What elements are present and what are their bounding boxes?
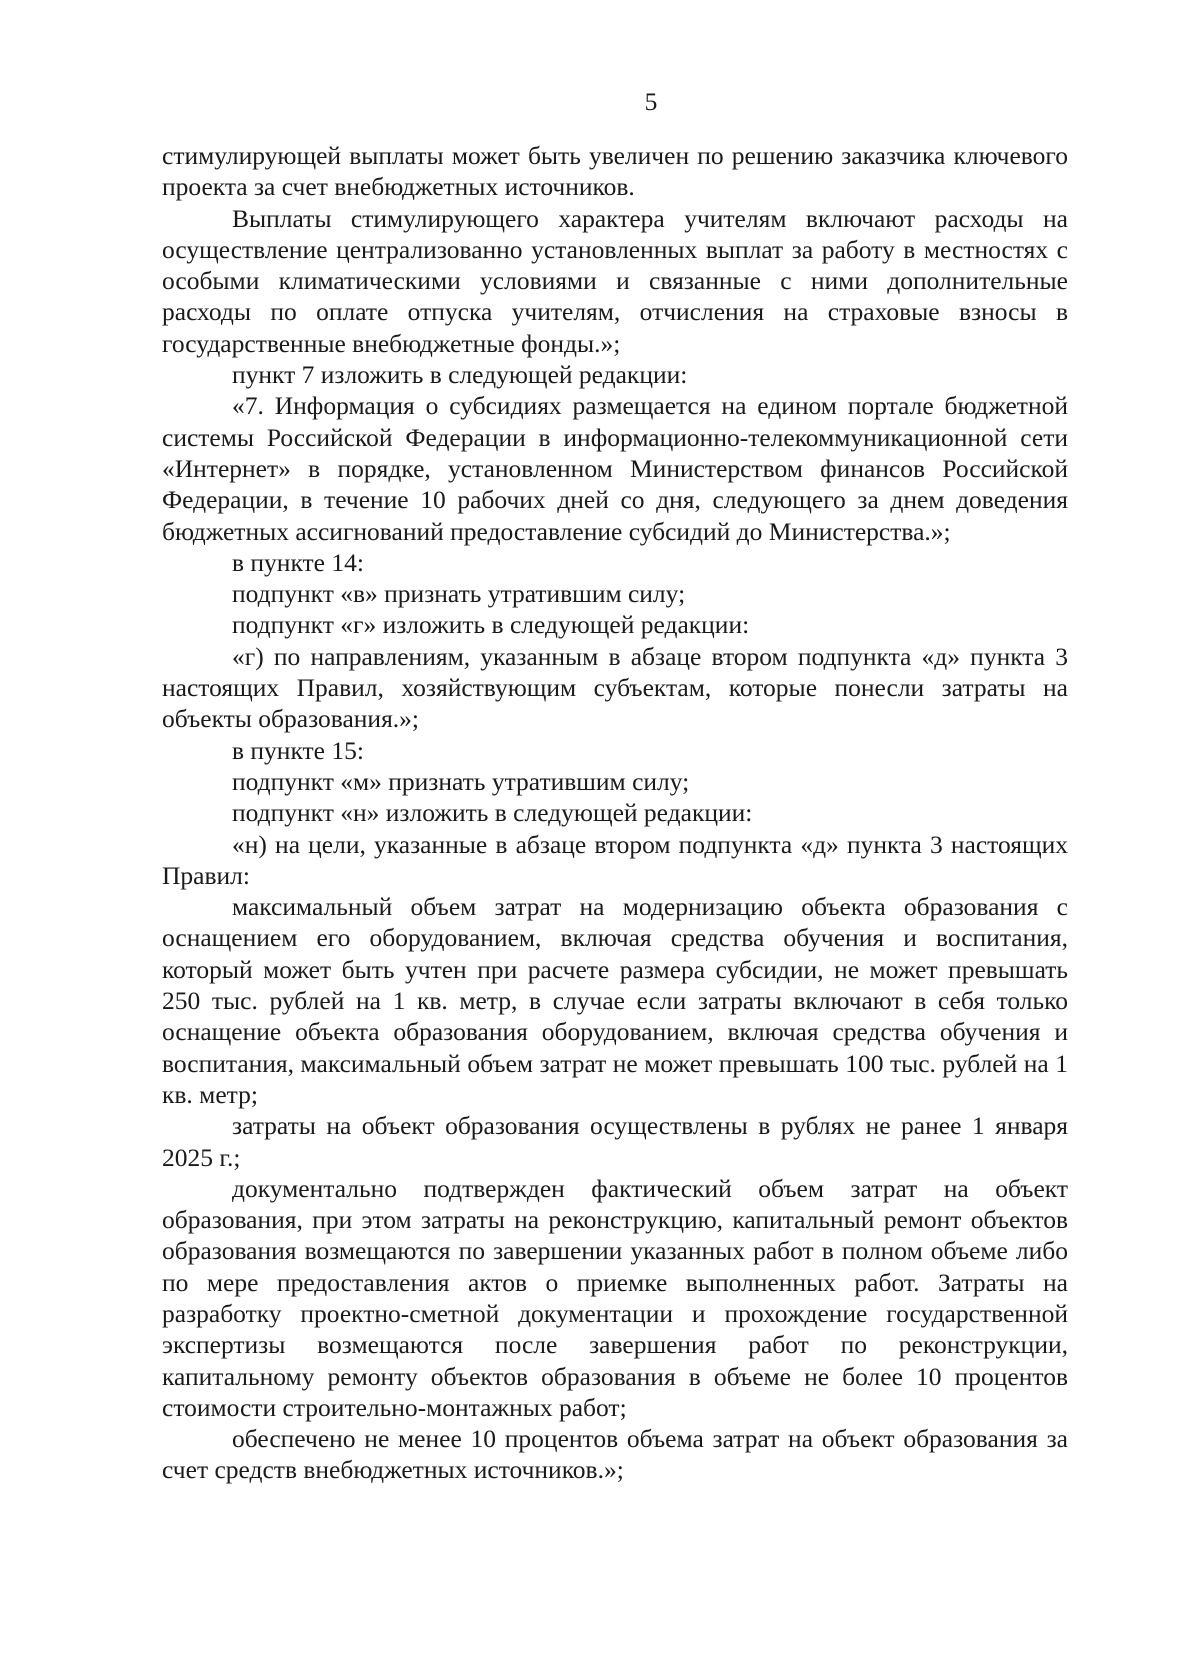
paragraph-point-14-heading: в пункте 14: xyxy=(232,547,364,577)
paragraph-point-7-instruction: пункт 7 изложить в следующей редакции: xyxy=(232,360,688,390)
document-body xyxy=(162,140,1068,1486)
paragraph-subpoint-n-instruction: подпункт «н» изложить в следующей редакции: xyxy=(232,798,753,828)
paragraph-extrabudgetary-share: обеспечено не менее 10 процентов объема затрат на объект образования за счет средств внебюджетных источников.»; xyxy=(162,1424,1068,1485)
paragraph-subpoint-m-repealed: подпункт «м» признать утратившим силу; xyxy=(232,766,690,796)
paragraph-point-15-heading: в пункте 15: xyxy=(232,735,364,765)
paragraph-max-cost: максимальный объем затрат на модернизацию объекта образования с оснащением его оборудованием, включая средства обучения и воспитания, который может быть учтен при расчете размера субсидии, не может превышать 250 тыс. рублей на 1 кв. метр, в случае если затраты включают в себя только оснащение объекта образования оборудованием, включая средства обучения и воспитания, максимальный объем затрат не может превышать 100 тыс. рублей на 1 кв. метр; xyxy=(162,892,1068,1109)
paragraph-subpoint-v-repealed: подпункт «в» признать утратившим силу; xyxy=(232,579,686,609)
paragraph-incentive-payments: Выплаты стимулирующего характера учителям включают расходы на осуществление централизованно установленных выплат за работу в местностях с особыми климатическими условиями и связанные с ними дополнительные расходы по оплате отпуска учителям, отчисления на страховые взносы в государственные внебюджетные фонды.»; xyxy=(162,203,1068,358)
paragraph-costs-date: затраты на объект образования осуществлены в рублях не ранее 1 января 2025 г.; xyxy=(162,1111,1068,1172)
paragraph-continuation: стимулирующей выплаты может быть увеличен по решению заказчика ключевого проекта за счет внебюджетных источников. xyxy=(162,141,1068,202)
paragraph-documented-costs: документально подтвержден фактический объем затрат на объект образования, при этом затраты на реконструкцию, капитальный ремонт объектов образования возмещаются по завершении указанных работ в полном объеме либо по мере предоставления актов о приемке выполненных работ. Затраты на разработку проектно-сметной документации и прохождение государственной экспертизы возмещаются после завершения работ по реконструкции, капитальному ремонту объектов образования в объеме не более 10 процентов стоимости строительно-монтажных работ; xyxy=(162,1173,1068,1422)
paragraph-point-7-text: «7. Информация о субсидиях размещается на едином портале бюджетной системы Российской Федерации в информационно-телекоммуникационной сети «Интернет» в порядке, установленном Министерством финансов Российской Федерации, в течение 10 рабочих дней со дня, следующего за днем доведения бюджетных ассигнований предоставление субсидий до Министерства.»; xyxy=(162,391,1068,546)
page-number: 5 xyxy=(644,87,658,116)
paragraph-subpoint-g-instruction: подпункт «г» изложить в следующей редакции: xyxy=(232,610,750,640)
paragraph-subpoint-g-text: «г) по направлениям, указанным в абзаце втором подпункта «д» пункта 3 настоящих Правил, хозяйствующим субъектам, которые понесли затраты на объекты образования.»; xyxy=(162,641,1068,734)
paragraph-subpoint-n-text: «н) на цели, указанные в абзаце втором подпункта «д» пункта 3 настоящих Правил: xyxy=(162,829,1068,890)
